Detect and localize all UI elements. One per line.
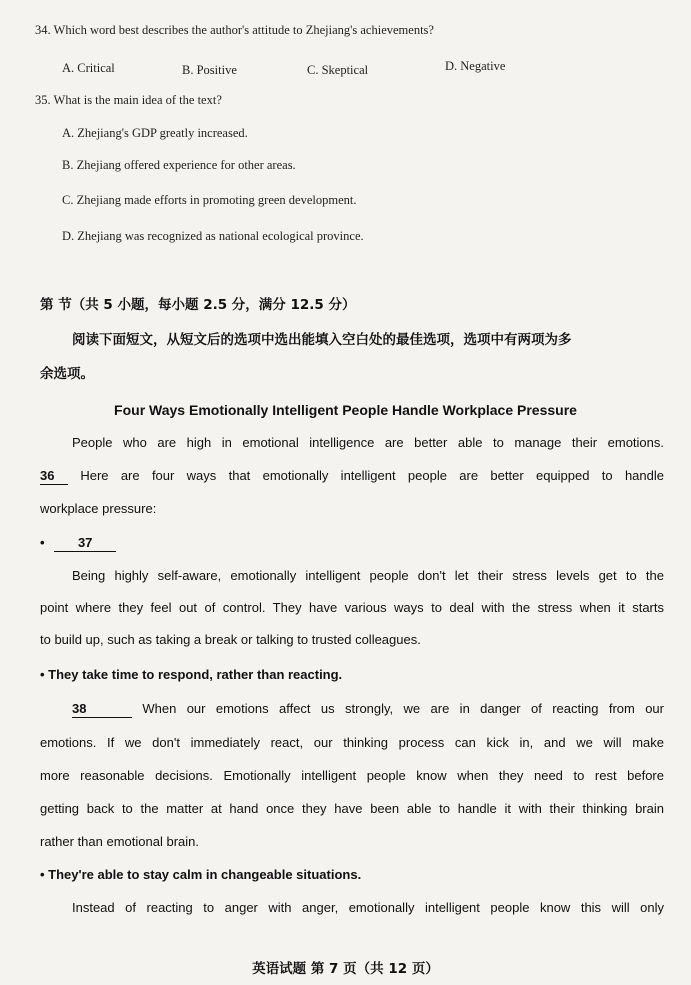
passage-p3-line-3: more reasonable decisions. Emotionally intelligent people know when they need to rest before [40,768,664,783]
q35-option-a: A. Zhejiang's GDP greatly increased. [62,126,248,140]
bullet-37 [40,535,116,552]
blank-36[interactable]: 36 [40,468,68,485]
passage-heading-3: • They're able to stay calm in changeable situations. [40,867,362,882]
section-header: 第 节（共 5 小题，每小题 2.5 分，满分 12.5 分） [40,297,356,313]
page-footer: 英语试题 第 7 页（共 12 页） [252,961,439,977]
passage-p1-line-2 [40,468,664,485]
passage-p1-line-1: People who are high in emotional intelligence are better able to manage their emotions. [72,435,664,450]
passage-p3-line-4: getting back to the matter at hand once they have been able to handle it with their thinking brain [40,801,664,816]
passage-p4-line-1: Instead of reacting to anger with anger, emotionally intelligent people know this will only [72,900,664,915]
passage-p3-line-1-text: When our emotions affect us strongly, we are in danger of reacting from our [142,701,664,716]
passage-p2-line-1: Being highly self-aware, emotionally intelligent people don't let their stress levels get to the [72,568,664,583]
blank-38[interactable]: 38 [72,701,132,718]
passage-p2-line-3: to build up, such as taking a break or talking to trusted colleagues. [40,632,421,647]
bullet-icon: • [40,535,45,550]
q34-option-b: B. Positive [182,63,237,77]
passage-p3-line-1 [72,701,664,718]
section-instruction-line-1: 阅读下面短文，从短文后的选项中选出能填入空白处的最佳选项，选项中有两项为多 [72,332,572,348]
blank-37[interactable]: 37 [54,535,116,552]
passage-heading-2: • They take time to respond, rather than reacting. [40,667,343,682]
q35-option-d: D. Zhejiang was recognized as national ecological province. [62,229,364,243]
passage-p3-line-5: rather than emotional brain. [40,834,199,849]
passage-p2-line-2: point where they feel out of control. They have various ways to deal with the stress when it starts [40,600,664,615]
q35-option-c: C. Zhejiang made efforts in promoting green development. [62,193,357,207]
q35-option-b: B. Zhejiang offered experience for other areas. [62,158,296,172]
q34-option-c: C. Skeptical [307,63,369,77]
question-34-stem: 34. Which word best describes the author's attitude to Zhejiang's achievements? [35,23,434,37]
passage-p3-line-2: emotions. If we don't immediately react, our thinking process can kick in, and we will make [40,735,664,750]
q34-option-d: D. Negative [445,59,506,73]
passage-p1-line-3: workplace pressure: [40,501,157,516]
section-instruction-line-2: 余选项。 [40,366,94,382]
question-35-stem: 35. What is the main idea of the text? [35,93,222,107]
q34-option-a: A. Critical [62,61,115,75]
passage-title: Four Ways Emotionally Intelligent People Handle Workplace Pressure [114,402,577,418]
passage-p1-line-2-text: Here are four ways that emotionally intelligent people are better equipped to handle [80,468,664,483]
